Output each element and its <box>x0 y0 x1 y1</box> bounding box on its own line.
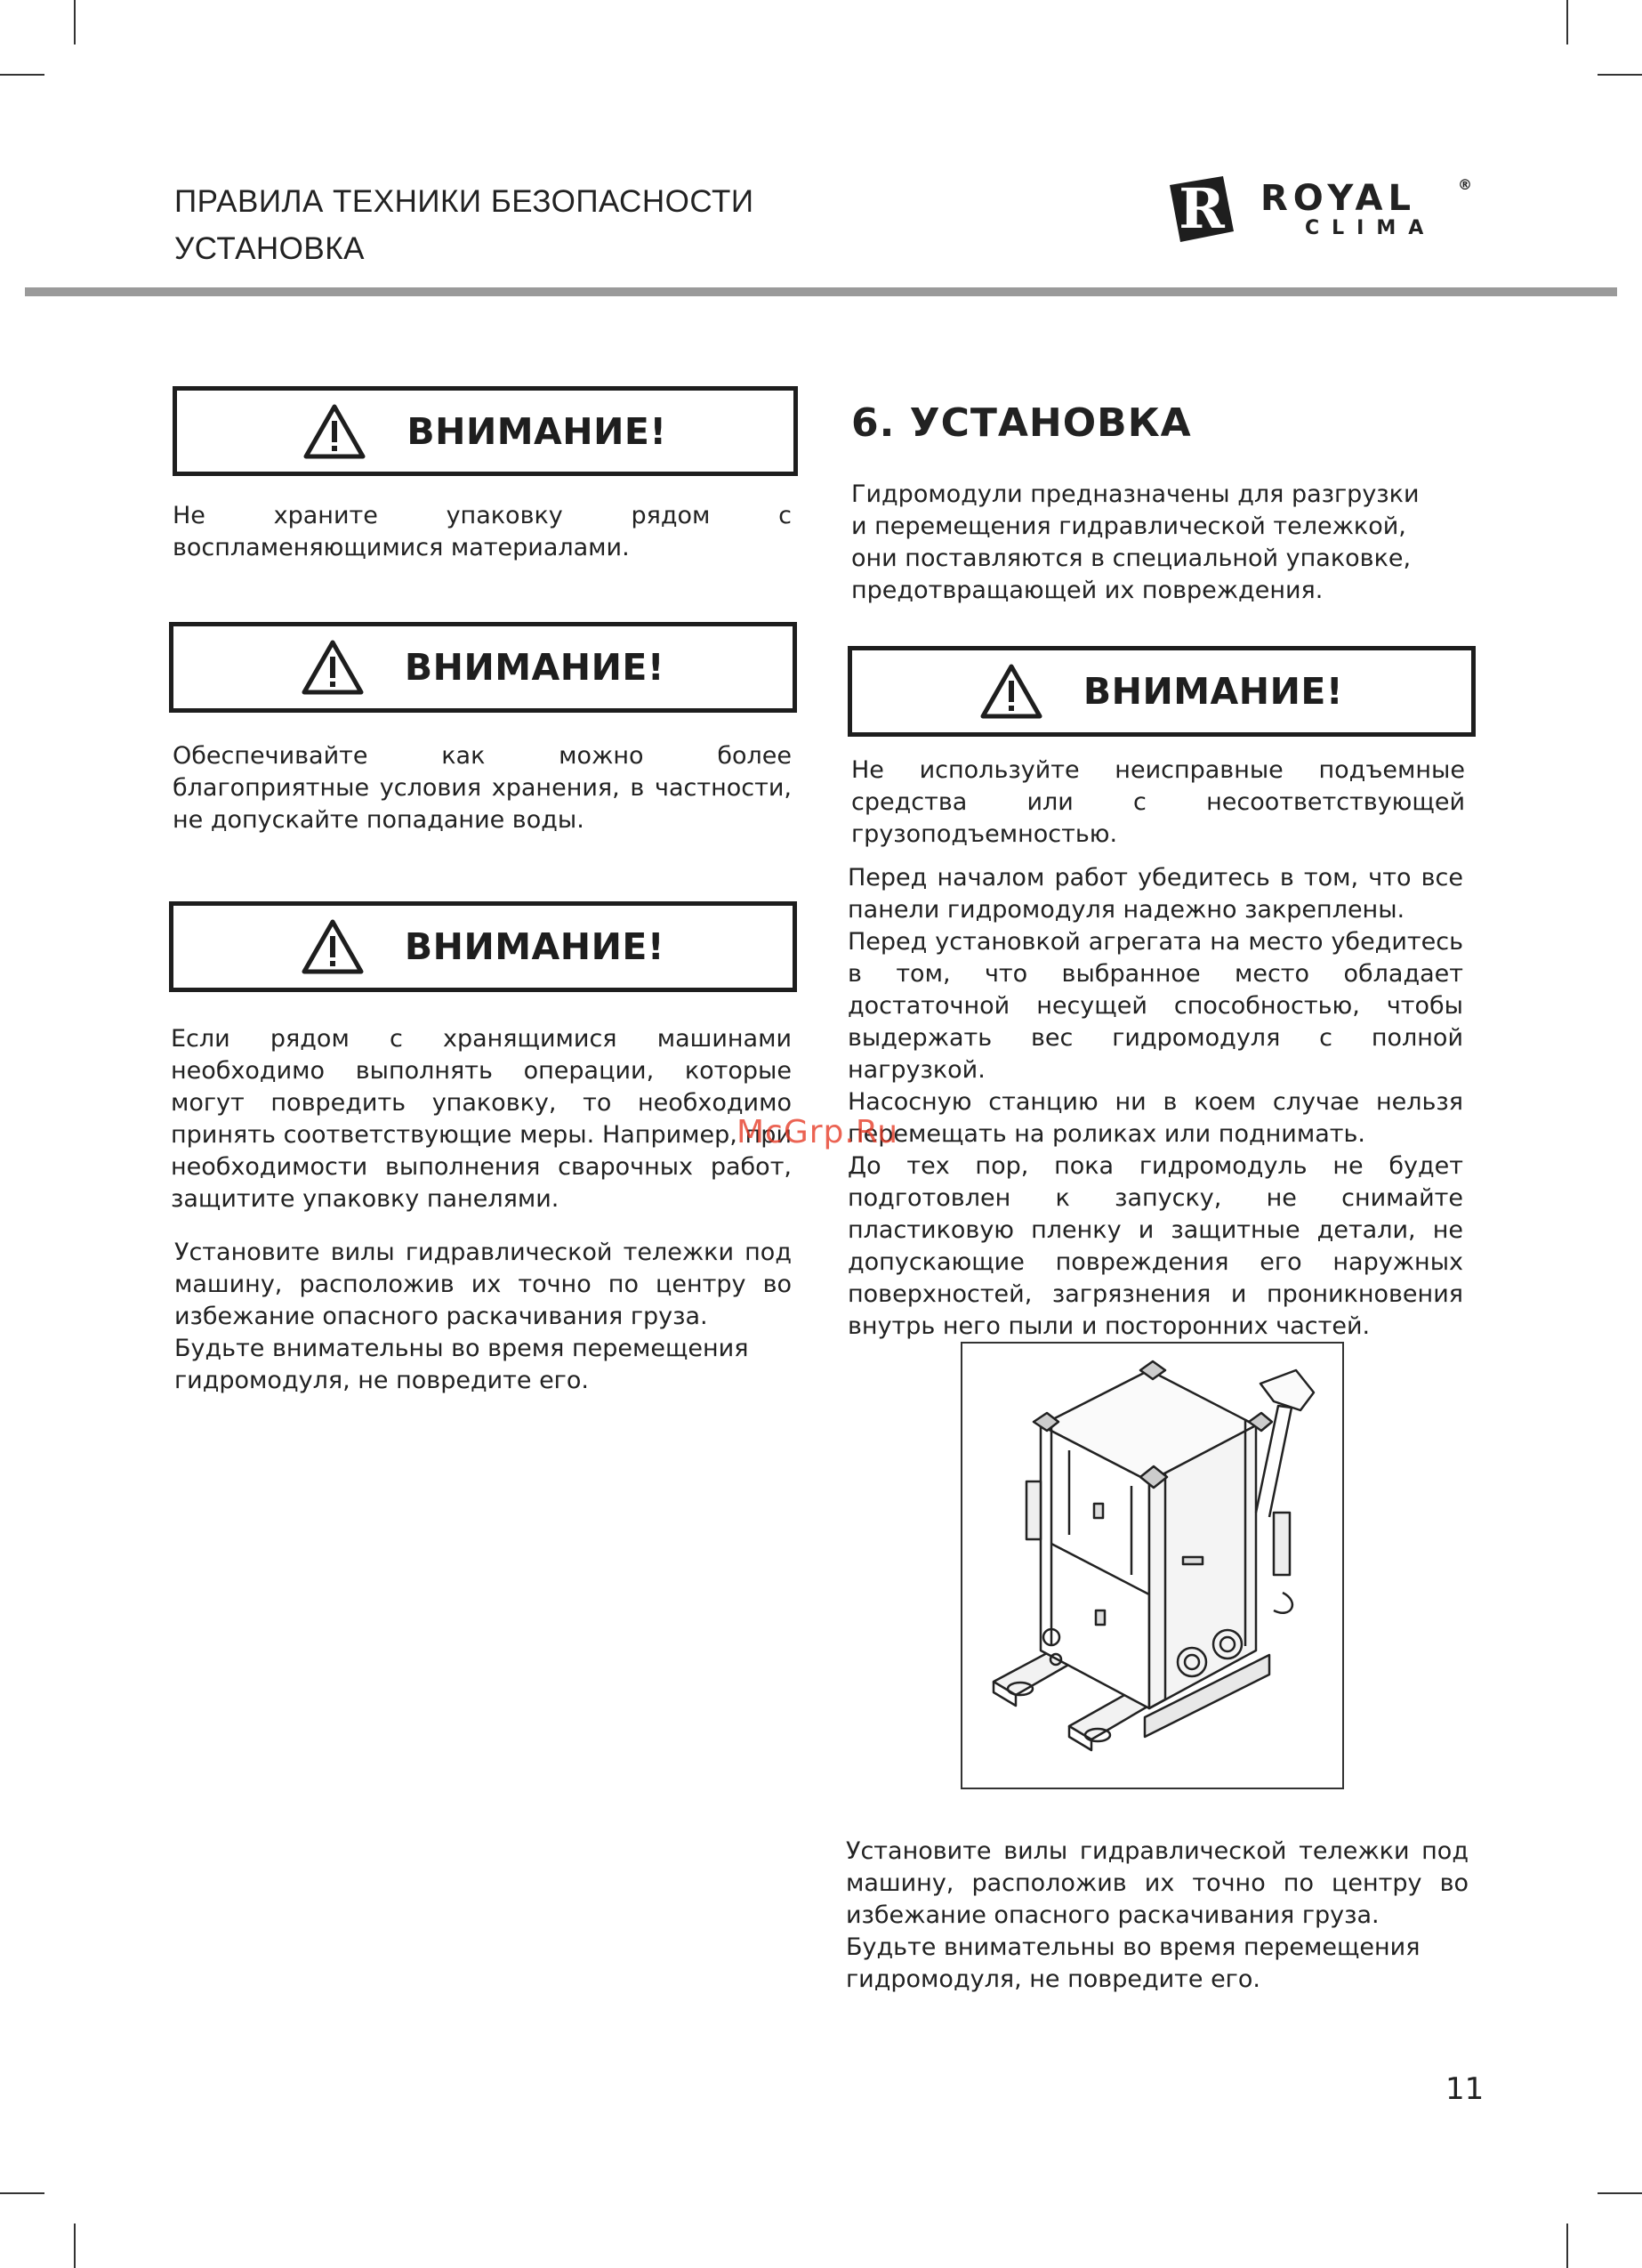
paragraph-text: Не храните упаковку рядом с воспламеняющимися материалами. <box>173 502 792 561</box>
paragraph-text: Установите вилы гидравлической тележки под машину, расположив их точно по центру во избежание опасного раскачивания груза. <box>846 1837 1469 1929</box>
crop-mark <box>1598 2192 1642 2194</box>
warning-icon <box>302 639 364 696</box>
paragraph-text: До тех пор, пока гидромодуль не будет подготовлен к запуску, не снимайте пластиковую пленку и защитные детали, не допускающие повреждения его наружных поверхностей, загрязнения и проникновения внутрь него пыли и посторонних частей. <box>848 1152 1463 1340</box>
crop-mark <box>1598 74 1642 76</box>
crop-mark <box>0 74 44 76</box>
warning-icon <box>303 403 366 460</box>
warning-label: ВНИМАНИЕ! <box>1083 670 1344 713</box>
warning-box <box>169 901 797 992</box>
logo-sub: CLIMA <box>1305 217 1437 239</box>
header-subtitle: УСТАНОВКА <box>174 231 365 266</box>
paragraph-text: Будьте внимательны во время перемещения гидромодуля, не повредите его. <box>846 1933 1421 1993</box>
royal-clima-logo <box>1161 169 1472 249</box>
paragraph <box>848 862 1463 1343</box>
paragraph <box>173 500 792 564</box>
warning-label: ВНИМАНИЕ! <box>404 925 665 968</box>
paragraph-text: Установите вилы гидравлической тележки под машину, расположив их точно по центру во избежание опасного раскачивания груза. <box>174 1239 792 1330</box>
paragraph <box>851 479 1474 607</box>
paragraph <box>174 1237 792 1397</box>
logo-registered: ® <box>1458 176 1472 193</box>
warning-box <box>173 386 798 476</box>
paragraph <box>851 755 1465 851</box>
hydromodule-illustration <box>961 1342 1344 1789</box>
crop-mark <box>74 2224 76 2268</box>
paragraph-text: Перед установкой агрегата на место убедитесь в том, что выбранное место обладает достаточной несущей способностью, чтобы выдержать вес гидромодуля с полной нагрузкой. <box>848 928 1463 1084</box>
warning-label: ВНИМАНИЕ! <box>406 409 667 453</box>
paragraph-text: Обеспечивайте как можно более благоприятные условия хранения, в частности, не допускайте попадание воды. <box>173 742 792 834</box>
paragraph-text: они поставляются в специальной упаковке, <box>851 545 1412 572</box>
paragraph-text: Перед началом работ убедитесь в том, что все панели гидромодуля надежно закреплены. <box>848 864 1463 924</box>
paragraph-text: предотвращающей их повреждения. <box>851 577 1324 604</box>
warning-box <box>169 622 797 713</box>
crop-mark <box>1566 0 1568 44</box>
warning-label: ВНИМАНИЕ! <box>404 646 665 689</box>
header-title: ПРАВИЛА ТЕХНИКИ БЕЗОПАСНОСТИ <box>174 184 754 219</box>
page-number: 11 <box>1445 2071 1485 2107</box>
paragraph-text: Если рядом с хранящимися машинами необходимо выполнять операции, которые могут повредить упаковку, то необходимо принять соответствующие меры. Например, при необходимости выполнения сварочных работ, защитите упаковку панелями. <box>171 1025 792 1213</box>
warning-box <box>848 646 1476 737</box>
warning-icon <box>980 663 1042 720</box>
section-title: 6. УСТАНОВКА <box>851 400 1192 446</box>
brand-mark-icon <box>1161 169 1241 249</box>
paragraph <box>171 1023 792 1215</box>
watermark: McGrp.Ru <box>736 1114 899 1150</box>
figure-caption <box>846 1836 1469 1996</box>
pallet-truck-drawing <box>962 1344 1342 1788</box>
svg-text:R: R <box>1179 176 1225 241</box>
paragraph-text: и перемещения гидравлической тележкой, <box>851 513 1406 540</box>
crop-mark <box>1566 2224 1568 2268</box>
crop-mark <box>0 2192 44 2194</box>
paragraph-text: Не используйте неисправные подъемные средства или с несоответствующей грузоподъемностью. <box>851 756 1465 848</box>
warning-icon <box>302 918 364 975</box>
paragraph <box>173 740 792 836</box>
paragraph-text: Гидромодули предназначены для разгрузки <box>851 480 1420 508</box>
header-rule <box>25 287 1617 296</box>
logo-brand: ROYAL <box>1260 178 1416 219</box>
paragraph-text: Будьте внимательны во время перемещения гидромодуля, не повредите его. <box>174 1335 749 1394</box>
crop-mark <box>74 0 76 44</box>
paragraph-text: Насосную станцию ни в коем случае нельзя перемещать на роликах или поднимать. <box>848 1088 1463 1148</box>
